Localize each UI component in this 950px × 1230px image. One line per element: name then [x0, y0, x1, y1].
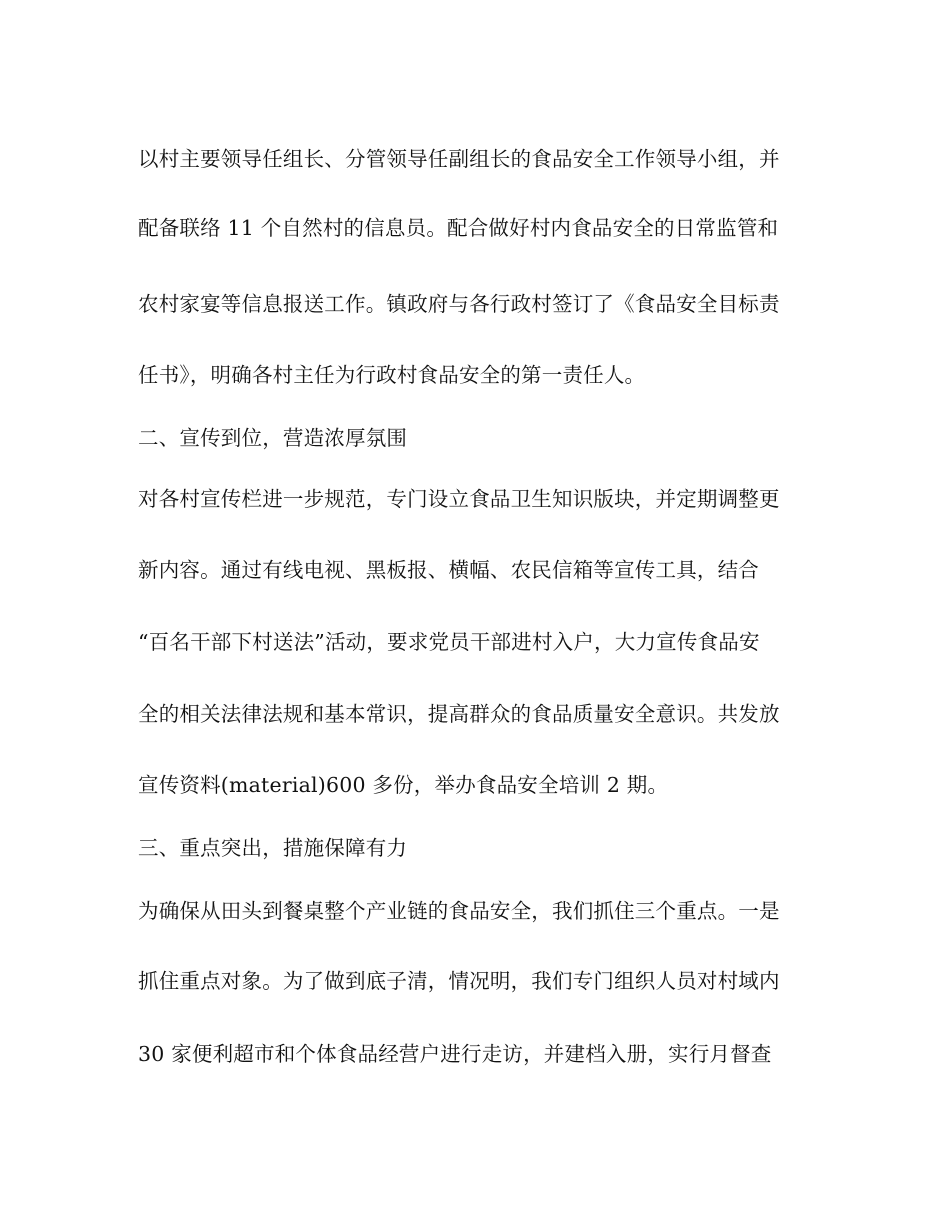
section-heading-3: 三、重点突出，措施保障有力	[138, 836, 408, 860]
body-text-line-5: 对各村宣传栏进一步规范，专门设立食品卫生知识版块，并定期调整更	[138, 487, 780, 511]
body-text-line-12: 30 家便利超市和个体食品经营户进行走访，并建档入册，实行月督查	[138, 1042, 772, 1066]
body-text-line-4: 任书》，明确各村主任为行政村食品安全的第一责任人。	[138, 363, 646, 387]
body-text-line-7: “百名干部下村送法”活动，要求党员干部进村入户，大力宣传食品安	[138, 630, 760, 654]
body-text-line-10: 为确保从田头到餐桌整个产业链的食品安全，我们抓住三个重点。一是	[138, 899, 780, 923]
section-heading-2: 二、宣传到位，营造浓厚氛围	[138, 426, 408, 450]
body-text-line-3: 农村家宴等信息报送工作。镇政府与各行政村签订了《食品安全目标责	[138, 292, 780, 316]
body-text-line-9: 宣传资料(material)600 多份，举办食品安全培训 2 期。	[138, 773, 669, 797]
body-text-line-8: 全的相关法律法规和基本常识，提高群众的食品质量安全意识。共发放	[138, 702, 780, 726]
body-text-line-11: 抓住重点对象。为了做到底子清，情况明，我们专门组织人员对村域内	[138, 969, 780, 993]
body-text-line-2: 配备联络 11 个自然村的信息员。配合做好村内食品安全的日常监管和	[138, 216, 779, 240]
body-text-line-6: 新内容。通过有线电视、黑板报、横幅、农民信箱等宣传工具，结合	[138, 558, 759, 582]
body-text-line-1: 以村主要领导任组长、分管领导任副组长的食品安全工作领导小组，并	[138, 147, 780, 171]
